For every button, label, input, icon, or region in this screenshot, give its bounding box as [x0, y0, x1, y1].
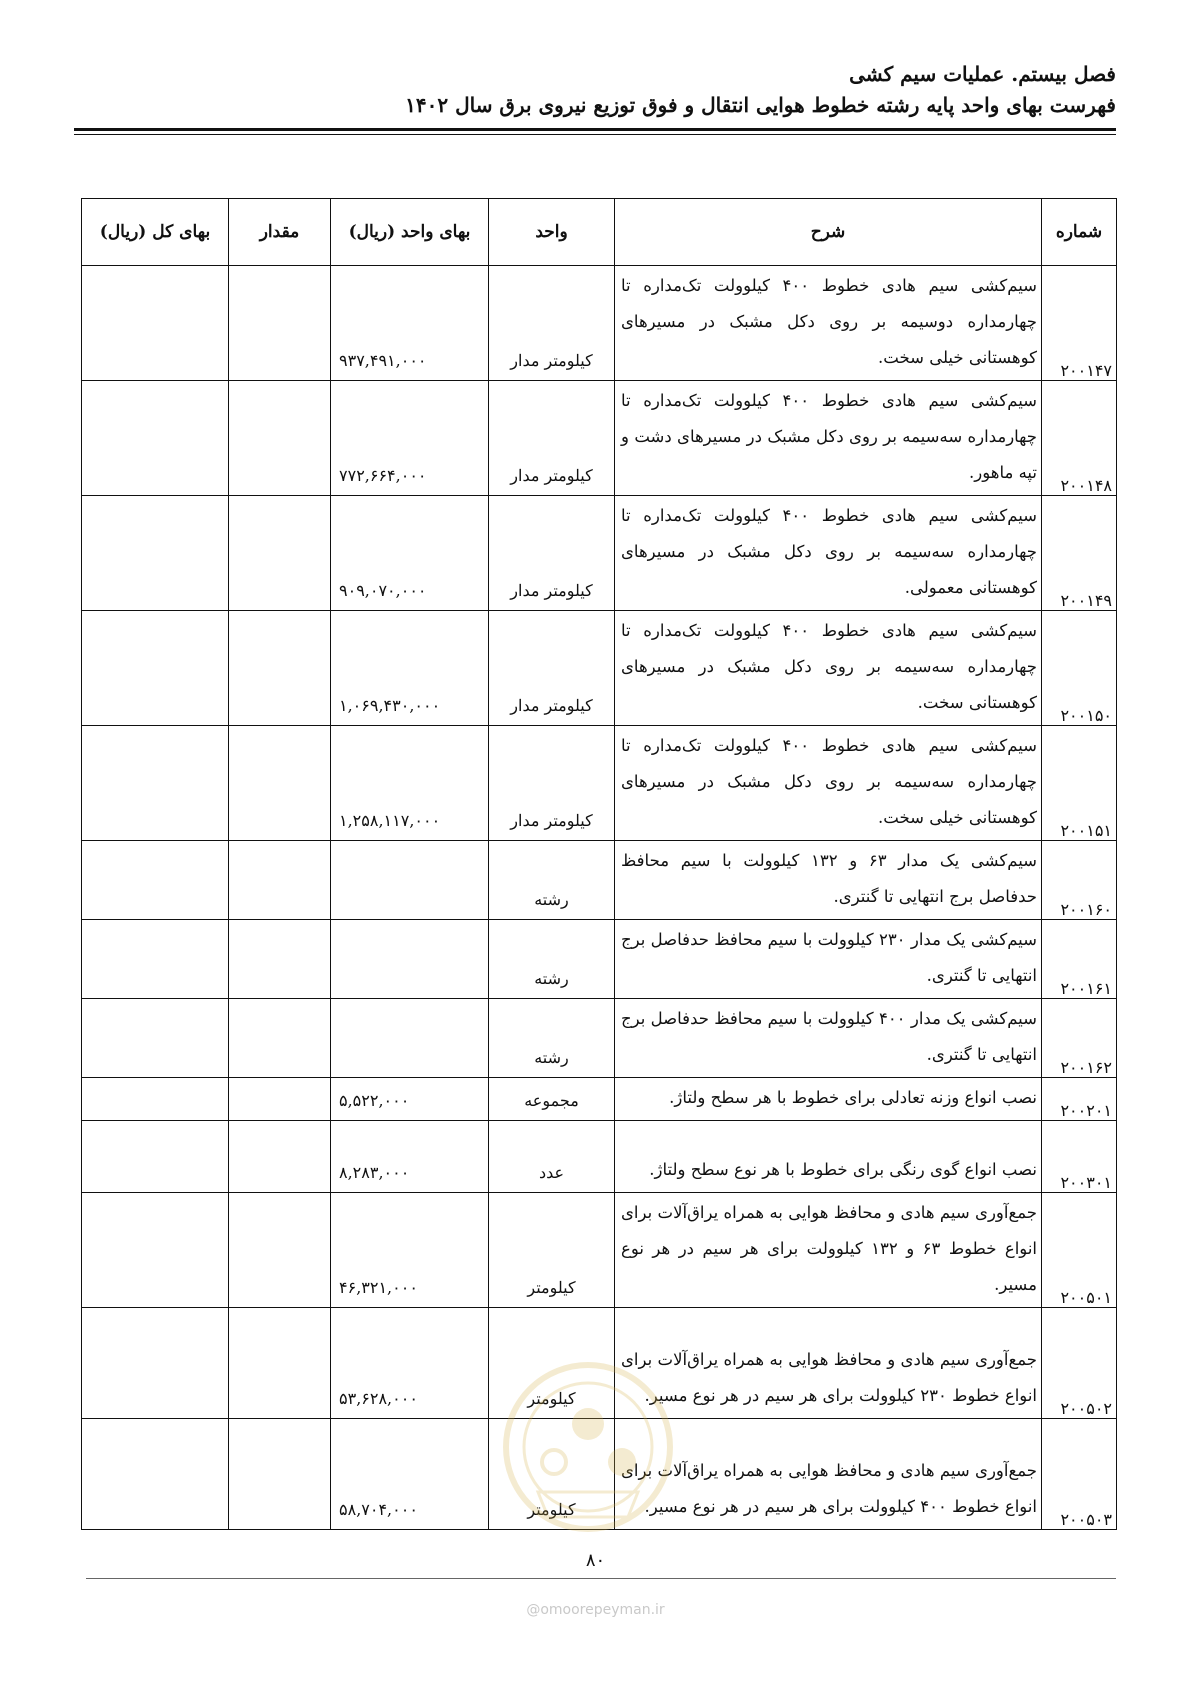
header-rule-thick — [74, 128, 1116, 131]
item-unit: کیلومتر — [489, 1419, 615, 1530]
item-code: ۲۰۰۵۰۲ — [1042, 1308, 1117, 1419]
footer-rule — [86, 1578, 1116, 1579]
item-code: ۲۰۰۱۵۰ — [1042, 611, 1117, 726]
item-quantity — [229, 1308, 331, 1419]
item-code: ۲۰۰۱۴۷ — [1042, 266, 1117, 381]
item-code: ۲۰۰۲۰۱ — [1042, 1078, 1117, 1121]
item-unit-price — [331, 920, 489, 999]
item-description: جمع‌آوری سیم هادی و محافظ هوایی به همراه یراق‌آلات برای انواع خطوط ۴۰۰ کیلوولت برای هر سیم در هر نوع مسیر. — [615, 1419, 1042, 1530]
item-unit: عدد — [489, 1121, 615, 1193]
price-list-table — [81, 198, 1117, 1530]
item-total — [82, 726, 229, 841]
table-row — [82, 920, 1117, 999]
item-unit-price: ۵,۵۲۲,۰۰۰ — [331, 1078, 489, 1121]
table-row — [82, 726, 1117, 841]
item-description: سیم‌کشی یک مدار ۲۳۰ کیلوولت با سیم محافظ حدفاصل برج انتهایی تا گنتری. — [615, 920, 1042, 999]
item-code: ۲۰۰۱۵۱ — [1042, 726, 1117, 841]
item-code: ۲۰۰۱۶۲ — [1042, 999, 1117, 1078]
item-quantity — [229, 999, 331, 1078]
header-unit: واحد — [489, 199, 615, 266]
item-unit: کیلومتر مدار — [489, 381, 615, 496]
item-total — [82, 1193, 229, 1308]
item-unit-price: ۹۳۷,۴۹۱,۰۰۰ — [331, 266, 489, 381]
header-rule-thin — [74, 134, 1116, 135]
item-unit-price: ۷۷۲,۶۶۴,۰۰۰ — [331, 381, 489, 496]
seal-gear-icon — [572, 1408, 604, 1440]
item-quantity — [229, 726, 331, 841]
table-row — [82, 1078, 1117, 1121]
item-unit: کیلومتر مدار — [489, 496, 615, 611]
item-total — [82, 1078, 229, 1121]
header-description: شرح — [615, 199, 1042, 266]
item-total — [82, 1121, 229, 1193]
item-description: سیم‌کشی سیم هادی خطوط ۴۰۰ کیلوولت تک‌مداره تا چهارمداره سه‌سیمه بر روی دکل مشبک در مسیرهای کوهستانی سخت. — [615, 611, 1042, 726]
item-description: جمع‌آوری سیم هادی و محافظ هوایی به همراه یراق‌آلات برای انواع خطوط ۶۳ و ۱۳۲ کیلوولت برای هر سیم در هر نوع مسیر. — [615, 1193, 1042, 1308]
item-quantity — [229, 1419, 331, 1530]
header-unit-price: بهای واحد (ریال) — [331, 199, 489, 266]
item-unit: کیلومتر مدار — [489, 266, 615, 381]
page-number: ۸۰ — [585, 1550, 606, 1571]
item-unit: کیلومتر مدار — [489, 726, 615, 841]
item-description: نصب انواع گوی رنگی برای خطوط با هر نوع سطح ولتاژ. — [615, 1121, 1042, 1193]
item-code: ۲۰۰۱۴۸ — [1042, 381, 1117, 496]
item-unit-price: ۵۸,۷۰۴,۰۰۰ — [331, 1419, 489, 1530]
item-unit-price: ۵۳,۶۲۸,۰۰۰ — [331, 1308, 489, 1419]
item-unit: مجموعه — [489, 1078, 615, 1121]
item-unit-price: ۹۰۹,۰۷۰,۰۰۰ — [331, 496, 489, 611]
item-unit: رشته — [489, 841, 615, 920]
item-total — [82, 381, 229, 496]
item-total — [82, 1419, 229, 1530]
table-header-row — [82, 199, 1117, 266]
table-row — [82, 611, 1117, 726]
page-header — [76, 58, 1116, 120]
table-row — [82, 381, 1117, 496]
item-quantity — [229, 496, 331, 611]
item-quantity — [229, 1078, 331, 1121]
item-description: سیم‌کشی سیم هادی خطوط ۴۰۰ کیلوولت تک‌مداره تا چهارمداره سه‌سیمه بر روی دکل مشبک در مسیرهای کوهستانی معمولی. — [615, 496, 1042, 611]
item-code: ۲۰۰۳۰۱ — [1042, 1121, 1117, 1193]
item-unit-price: ۱,۲۵۸,۱۱۷,۰۰۰ — [331, 726, 489, 841]
item-quantity — [229, 611, 331, 726]
item-unit-price: ۸,۲۸۳,۰۰۰ — [331, 1121, 489, 1193]
seal-cog-icon — [608, 1448, 636, 1476]
item-unit: رشته — [489, 920, 615, 999]
seal-base-shape — [538, 1492, 638, 1517]
item-unit-price — [331, 999, 489, 1078]
item-unit: کیلومتر مدار — [489, 611, 615, 726]
table-row — [82, 1193, 1117, 1308]
item-unit-price — [331, 841, 489, 920]
item-total — [82, 496, 229, 611]
item-description: سیم‌کشی سیم هادی خطوط ۴۰۰ کیلوولت تک‌مداره تا چهارمداره دوسیمه بر روی دکل مشبک در مسیرهای کوهستانی خیلی سخت. — [615, 266, 1042, 381]
watermark-seal — [498, 1352, 678, 1552]
item-quantity — [229, 381, 331, 496]
item-quantity — [229, 266, 331, 381]
item-quantity — [229, 920, 331, 999]
header-code: شماره — [1042, 199, 1117, 266]
item-total — [82, 611, 229, 726]
item-unit: کیلومتر — [489, 1308, 615, 1419]
document-subtitle: فهرست بهای واحد پایه رشته خطوط هوایی انتقال و فوق توزیع نیروی برق سال ۱۴۰۲ — [405, 93, 1116, 117]
item-total — [82, 1308, 229, 1419]
item-quantity — [229, 1193, 331, 1308]
item-total — [82, 999, 229, 1078]
seal-outer-ring — [506, 1365, 670, 1529]
item-total — [82, 920, 229, 999]
item-description: سیم‌کشی سیم هادی خطوط ۴۰۰ کیلوولت تک‌مداره تا چهارمداره سه‌سیمه بر روی دکل مشبک در مسیرهای دشت و تپه ماهور. — [615, 381, 1042, 496]
table-row — [82, 1121, 1117, 1193]
table-row — [82, 496, 1117, 611]
item-unit: رشته — [489, 999, 615, 1078]
item-description: سیم‌کشی یک مدار ۴۰۰ کیلوولت با سیم محافظ حدفاصل برج انتهایی تا گنتری. — [615, 999, 1042, 1078]
header-total: بهای کل (ریال) — [82, 199, 229, 266]
item-description: سیم‌کشی یک مدار ۶۳ و ۱۳۲ کیلوولت با سیم محافظ حدفاصل برج انتهایی تا گنتری. — [615, 841, 1042, 920]
item-unit-price: ۱,۰۶۹,۴۳۰,۰۰۰ — [331, 611, 489, 726]
item-total — [82, 841, 229, 920]
item-description: جمع‌آوری سیم هادی و محافظ هوایی به همراه یراق‌آلات برای انواع خطوط ۲۳۰ کیلوولت برای هر سیم در هر نوع مسیر. — [615, 1308, 1042, 1419]
table-row — [82, 999, 1117, 1078]
item-unit: کیلومتر — [489, 1193, 615, 1308]
item-unit-price: ۴۶,۳۲۱,۰۰۰ — [331, 1193, 489, 1308]
item-description: نصب انواع وزنه تعادلی برای خطوط با هر سطح ولتاژ. — [615, 1078, 1042, 1121]
table-row — [82, 266, 1117, 381]
table-row — [82, 841, 1117, 920]
item-code: ۲۰۰۱۴۹ — [1042, 496, 1117, 611]
item-code: ۲۰۰۵۰۱ — [1042, 1193, 1117, 1308]
item-quantity — [229, 841, 331, 920]
header-quantity: مقدار — [229, 199, 331, 266]
item-description: سیم‌کشی سیم هادی خطوط ۴۰۰ کیلوولت تک‌مداره تا چهارمداره سه‌سیمه بر روی دکل مشبک در مسیرهای کوهستانی خیلی سخت. — [615, 726, 1042, 841]
item-code: ۲۰۰۵۰۳ — [1042, 1419, 1117, 1530]
website-watermark: @omoorepeyman.ir — [526, 1602, 665, 1618]
chapter-title: فصل بیستم. عملیات سیم کشی — [849, 62, 1116, 86]
item-quantity — [229, 1121, 331, 1193]
item-code: ۲۰۰۱۶۰ — [1042, 841, 1117, 920]
item-total — [82, 266, 229, 381]
item-code: ۲۰۰۱۶۱ — [1042, 920, 1117, 999]
seal-scale-icon — [542, 1450, 566, 1474]
